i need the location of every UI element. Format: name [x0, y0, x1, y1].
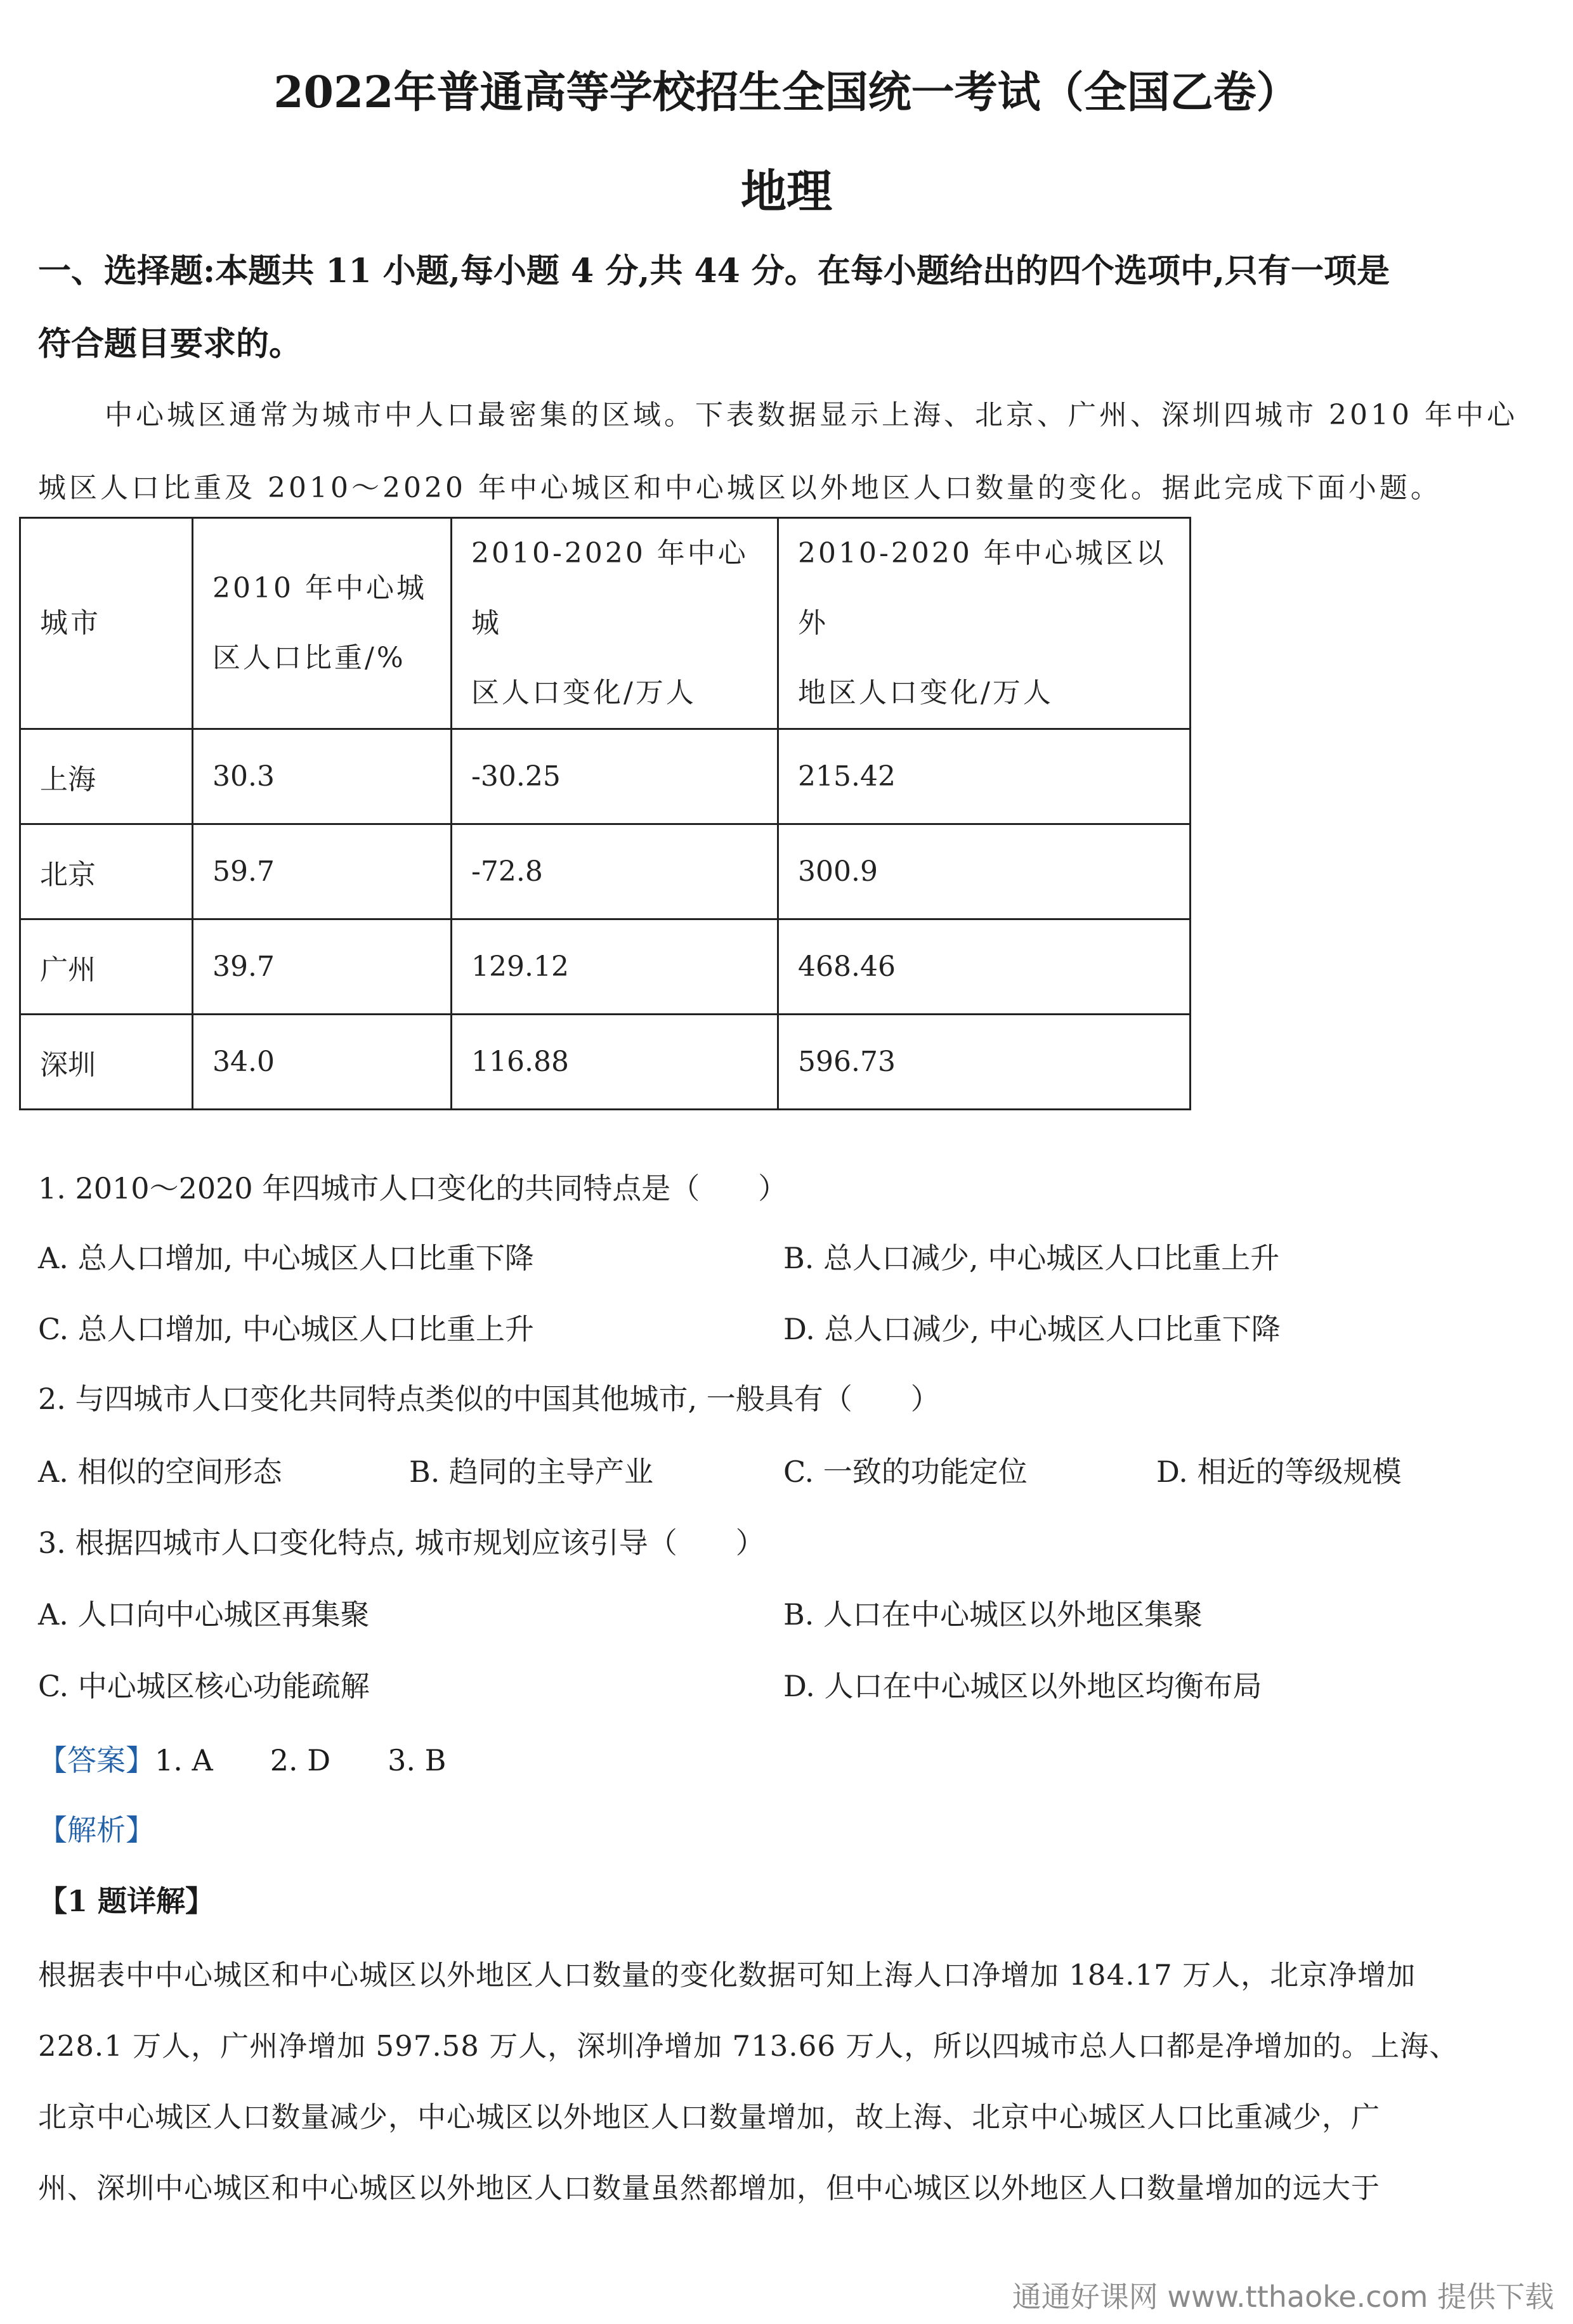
table-cell: 上海	[20, 729, 193, 824]
question-1-option-b[interactable]: B. 总人口减少, 中心城区人口比重上升	[783, 1241, 1280, 1275]
table-cell: -72.8	[452, 824, 778, 919]
table-cell: 39.7	[193, 919, 452, 1015]
question-1-option-a[interactable]: A. 总人口增加, 中心城区人口比重下降	[38, 1241, 534, 1275]
table-cell: 30.3	[193, 729, 452, 824]
table-cell: 596.73	[778, 1015, 1191, 1110]
table-row	[20, 824, 1191, 919]
table-row	[20, 1015, 1191, 1110]
table-cell: 116.88	[452, 1015, 778, 1110]
table-cell: 129.12	[452, 919, 778, 1015]
question-2-option-a[interactable]: A. 相似的空间形态	[38, 1455, 282, 1489]
detail-label: 【1 题详解】	[38, 1884, 215, 1918]
question-1-option-d[interactable]: D. 总人口减少, 中心城区人口比重下降	[783, 1312, 1281, 1346]
section-heading-line2: 符合题目要求的。	[38, 325, 303, 363]
answer-line	[38, 1737, 446, 1779]
table-cell: 34.0	[193, 1015, 452, 1110]
answer-3: 3. B	[388, 1743, 447, 1777]
question-2-option-d[interactable]: D. 相近的等级规模	[1156, 1455, 1402, 1489]
table-row	[20, 729, 1191, 824]
question-2-stem: 2. 与四城市人口变化共同特点类似的中国其他城市, 一般具有（ ）	[38, 1382, 940, 1416]
table-cell: 深圳	[20, 1015, 193, 1110]
table-cell: -30.25	[452, 729, 778, 824]
table-cell: 59.7	[193, 824, 452, 919]
section-heading-line1: 一、选择题:本题共 11 小题,每小题 4 分,共 44 分。在每小题给出的四个选项中,只有一项是	[38, 252, 1390, 290]
answer-label: 【答案】	[38, 1743, 155, 1777]
question-3-option-c[interactable]: C. 中心城区核心功能疏解	[38, 1669, 370, 1703]
table-cell: 300.9	[778, 824, 1191, 919]
table-header-city: 城市	[20, 518, 193, 729]
population-table	[19, 517, 1191, 1110]
table-cell: 215.42	[778, 729, 1191, 824]
table-cell: 北京	[20, 824, 193, 919]
explanation-line-1: 根据表中中心城区和中心城区以外地区人口数量的变化数据可知上海人口净增加 184.17 万人，北京净增加	[38, 1958, 1416, 1992]
table-header-row	[20, 518, 1191, 729]
analysis-label: 【解析】	[38, 1813, 155, 1847]
question-3-option-a[interactable]: A. 人口向中心城区再集聚	[38, 1597, 370, 1632]
question-1-option-c[interactable]: C. 总人口增加, 中心城区人口比重上升	[38, 1312, 535, 1346]
question-3-option-b[interactable]: B. 人口在中心城区以外地区集聚	[783, 1597, 1203, 1632]
table-cell: 468.46	[778, 919, 1191, 1015]
answer-1: 1. A	[155, 1743, 213, 1777]
explanation-line-4: 州、深圳中心城区和中心城区以外地区人口数量虽然都增加，但中心城区以外地区人口数量增加的远大于	[38, 2171, 1381, 2205]
explanation-line-2: 228.1 万人，广州净增加 597.58 万人，深圳净增加 713.66 万人，所以四城市总人口都是净增加的。上海、	[38, 2029, 1459, 2063]
question-2-option-b[interactable]: B. 趋同的主导产业	[409, 1455, 654, 1489]
table-header-ratio: 2010 年中心城 区人口比重/%	[193, 518, 452, 729]
answer-2: 2. D	[270, 1743, 331, 1777]
table-cell: 广州	[20, 919, 193, 1015]
table-header-outer-change: 2010-2020 年中心城区以外 地区人口变化/万人	[778, 518, 1191, 729]
question-1-stem: 1. 2010～2020 年四城市人口变化的共同特点是（ ）	[38, 1171, 788, 1205]
table-row	[20, 919, 1191, 1015]
footer-watermark: 通通好课网 www.tthaoke.com 提供下载	[1012, 2280, 1554, 2314]
question-2-option-c[interactable]: C. 一致的功能定位	[783, 1455, 1028, 1489]
subject-title: 地理	[740, 164, 832, 218]
intro-line1: 中心城区通常为城市中人口最密集的区域。下表数据显示上海、北京、广州、深圳四城市 2010 年中心	[105, 399, 1518, 431]
table-header-center-change: 2010-2020 年中心城 区人口变化/万人	[452, 518, 778, 729]
exam-title: 2022年普通高等学校招生全国统一考试（全国乙卷）	[273, 67, 1300, 118]
intro-line2: 城区人口比重及 2010～2020 年中心城区和中心城区以外地区人口数量的变化。据此完成下面小题。	[38, 472, 1442, 504]
question-3-option-d[interactable]: D. 人口在中心城区以外地区均衡布局	[783, 1669, 1262, 1703]
question-3-stem: 3. 根据四城市人口变化特点, 城市规划应该引导（ ）	[38, 1526, 765, 1560]
explanation-line-3: 北京中心城区人口数量减少，中心城区以外地区人口数量增加，故上海、北京中心城区人口比重减少，广	[38, 2100, 1381, 2134]
